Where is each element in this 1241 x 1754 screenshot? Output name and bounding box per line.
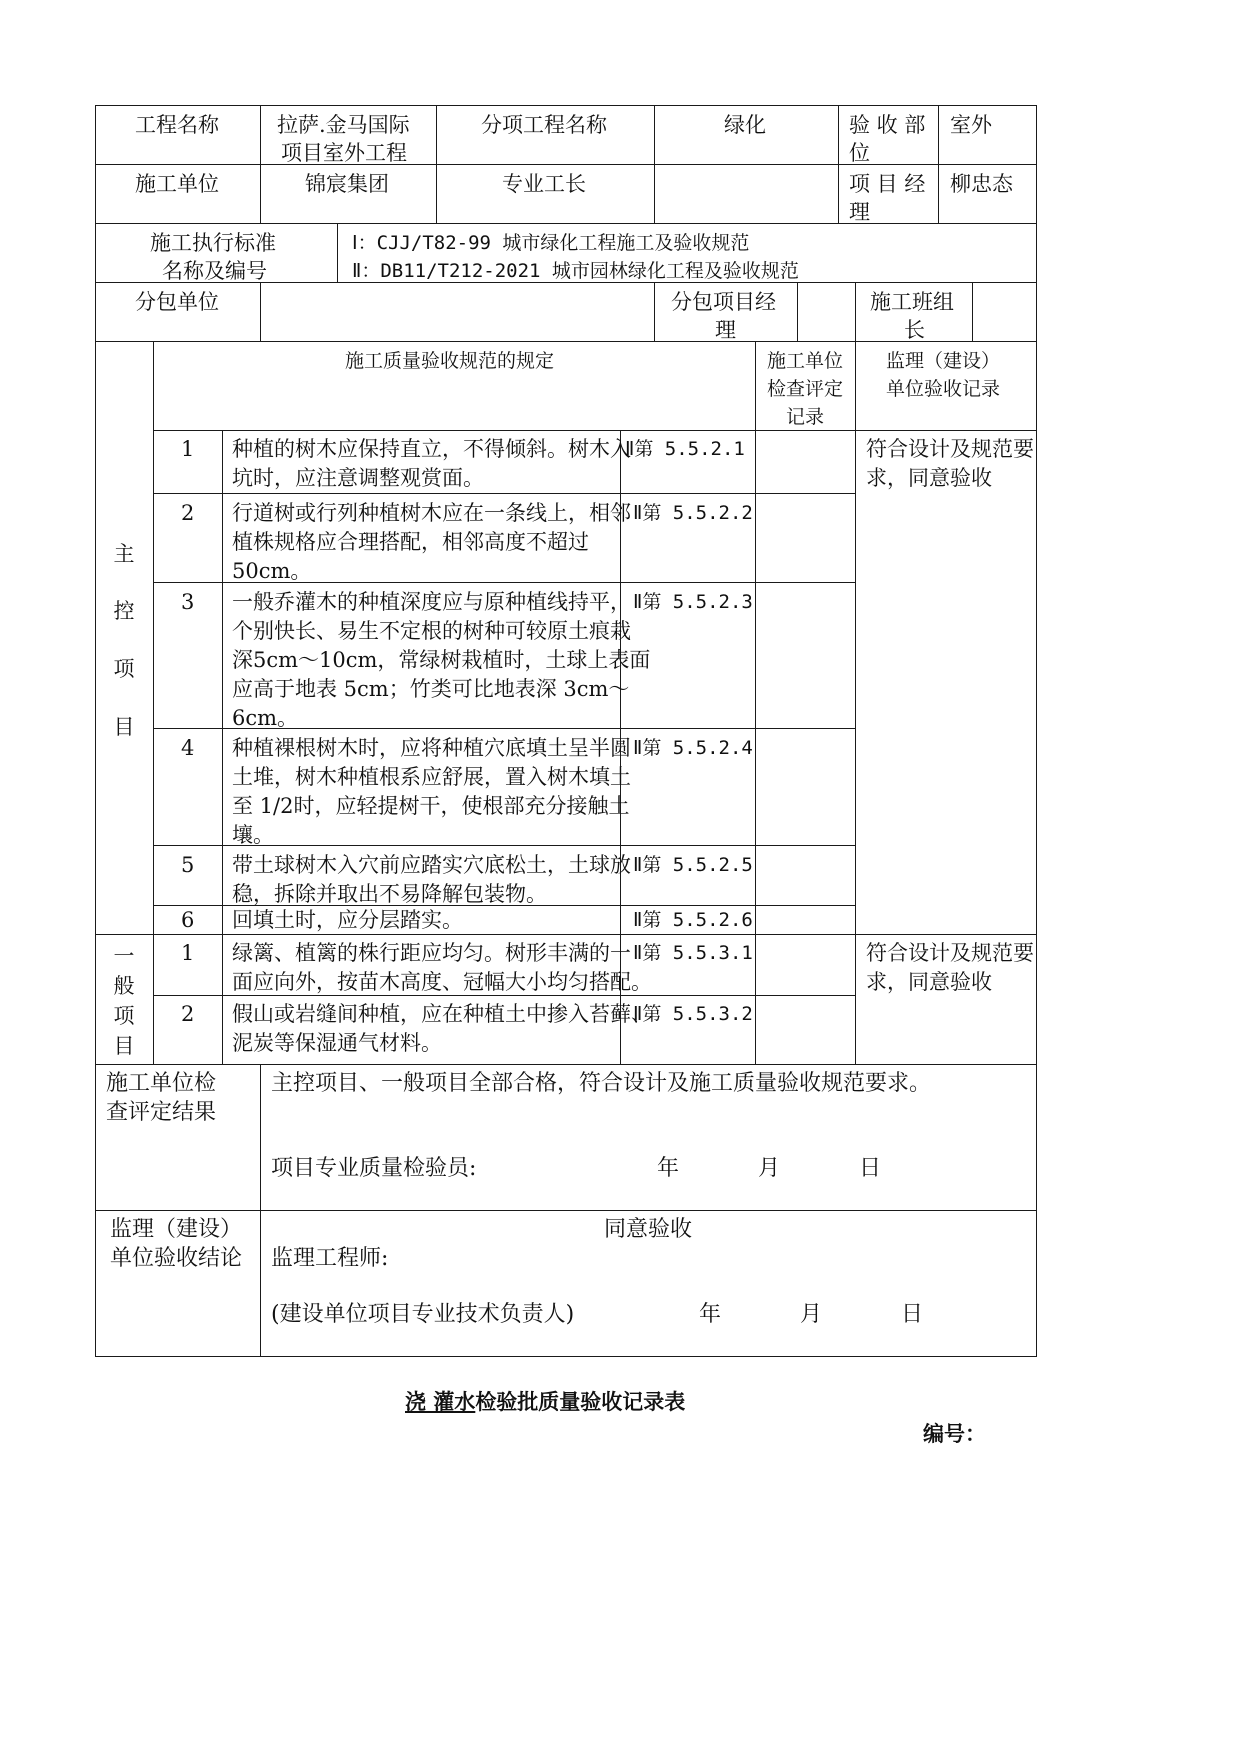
main-item-text: 至 1/2时，应轻提树干，使根部充分接触土 [232,794,630,818]
spec-header: 施工质量验收规范的规定 [345,350,555,372]
general-group-char: 般 [113,974,135,998]
manager-value: 柳忠态 [950,172,1013,196]
project-name-value-line1: 拉萨.金马国际 [277,113,410,137]
supervision-month: 月 [800,1302,823,1327]
contractor-value: 锦宸集团 [305,172,389,196]
main-item-ref: Ⅱ第 5.5.2.6 [633,909,753,931]
supervision-result-label-line2: 单位验收结论 [110,1246,243,1271]
grid-line [654,282,655,341]
grid-line [95,1356,1037,1357]
inspector-label: 项目专业质量检验员: [271,1156,477,1181]
main-item-text: 个别快长、易生不定根的树种可较原土痕栽 [232,619,631,643]
main-item-no: 1 [181,437,195,461]
main-group-char: 主 [113,542,135,566]
standard-2: Ⅱ：DB11/T212-2021 城市园林绿化工程及验收规范 [352,260,799,282]
standard-label-line1: 施工执行标准 [150,231,276,255]
check-header-line2: 检查评定 [767,378,844,400]
grid-line [153,341,154,1064]
general-result-line1: 符合设计及规范要 [866,941,1034,965]
contractor-label: 施工单位 [135,172,219,196]
grid-line [1036,105,1037,1356]
grid-line [222,430,223,1064]
sub-manager-label-line2: 理 [715,318,736,342]
grid-line [838,105,839,223]
general-group-char: 一 [113,944,135,968]
main-item-text: 应高于地表 5cm；竹类可比地表深 3cm～ [232,677,630,701]
grid-line [755,341,756,1064]
owner-label: (建设单位项目专业技术负责人) [271,1302,575,1327]
subitem-value: 绿化 [724,113,766,137]
supervision-year: 年 [699,1302,722,1327]
main-item-text: 6cm。 [232,706,299,730]
supervision-header-line1: 监理（建设） [886,350,1001,372]
general-group-char: 目 [113,1034,135,1058]
grid-line [797,282,798,341]
general-result-line2: 求，同意验收 [866,970,992,994]
grid-line [95,341,1037,342]
supervision-result-label-line1: 监理（建设） [110,1217,243,1242]
main-item-no: 4 [181,736,195,760]
contractor-year: 年 [657,1156,680,1181]
main-item-text: 种植裸根树木时，应将种植穴底填土呈半圆 [232,736,631,760]
main-item-ref: Ⅱ第 5.5.2.3 [633,591,753,613]
part-value: 室外 [950,113,992,137]
grid-line [95,164,1037,165]
subitem-label: 分项工程名称 [481,113,607,137]
main-item-no: 5 [181,853,195,877]
part-label-line2: 位 [849,141,870,165]
contractor-result-label-line2: 查评定结果 [106,1100,217,1125]
main-item-text: 深5cm～10cm，常绿树栽植时，土球上表面 [232,648,651,672]
grid-line [337,223,338,282]
general-item-text: 泥炭等保湿通气材料。 [232,1031,442,1055]
main-item-no: 2 [181,501,195,525]
contractor-day: 日 [859,1156,882,1181]
grid-line [153,430,1037,431]
main-item-text: 一般乔灌木的种植深度应与原种植线持平， [232,590,631,614]
main-item-ref: Ⅱ第 5.5.2.2 [633,502,753,524]
next-form-title-part2: 检验批质量验收记录表 [475,1390,686,1414]
standard-1: Ⅰ：CJJ/T82-99 城市绿化工程施工及验收规范 [352,232,750,254]
general-item-text: 面应向外，按苗木高度、冠幅大小均匀搭配。 [232,970,652,994]
grid-line [436,105,437,223]
main-item-text: 稳，拆除并取出不易降解包装物。 [232,882,547,906]
main-item-text: 带土球树木入穴前应踏实穴底松土，土球放 [232,853,631,877]
check-header-line1: 施工单位 [767,350,844,372]
check-header-line3: 记录 [786,406,825,428]
grid-line [260,105,261,223]
project-name-value-line2: 项目室外工程 [281,141,407,165]
main-item-text: 种植的树木应保持直立，不得倾斜。树木入 [232,437,631,461]
main-result-line2: 求，同意验收 [866,466,992,490]
supervision-header-line2: 单位验收记录 [886,378,1001,400]
general-group-char: 项 [113,1004,135,1028]
grid-line [95,1064,1037,1065]
main-item-text: 行道树或行列种植树木应在一条线上，相邻 [232,501,631,525]
contractor-result-text: 主控项目、一般项目全部合格，符合设计及施工质量验收规范要求。 [271,1071,932,1096]
grid-line [260,282,261,341]
main-item-text: 回填土时，应分层踏实。 [232,908,463,932]
subcontractor-label: 分包单位 [135,290,219,314]
engineer-label: 监理工程师: [271,1246,389,1271]
contractor-month: 月 [758,1156,781,1181]
main-item-no: 6 [181,908,195,932]
grid-line [938,105,939,223]
supervision-day: 日 [901,1302,924,1327]
grid-line [855,282,856,341]
next-form-title [405,1386,685,1418]
project-name-label: 工程名称 [135,113,219,137]
part-label-line1: 验 收 部 [849,113,926,137]
grid-line [95,105,96,1356]
grid-line [972,282,973,341]
grid-line [654,105,655,223]
supervision-result-text: 同意验收 [604,1217,693,1242]
grid-line [260,1064,261,1356]
grid-line [95,223,1037,224]
manager-label-line1: 项 目 经 [849,172,926,196]
grid-line [95,1210,1037,1211]
next-form-number-label: 编号： [923,1422,986,1446]
grid-line [95,105,1037,106]
sub-manager-label-line1: 分包项目经 [671,290,776,314]
next-form-title-part1: 浇 灌水 [405,1390,476,1414]
general-item-no: 1 [181,941,195,965]
contractor-result-label-line1: 施工单位检 [106,1071,217,1096]
foreman-label: 专业工长 [502,172,586,196]
main-item-text: 植株规格应合理搭配，相邻高度不超过 [232,530,589,554]
general-item-text: 绿篱、植篱的株行距应均匀。树形丰满的一 [232,941,631,965]
main-item-ref: Ⅱ第 5.5.2.5 [633,854,753,876]
main-item-text: 土堆，树木种植根系应舒展，置入树木填土 [232,765,631,789]
main-group-char: 目 [113,715,135,739]
main-item-ref: Ⅱ第 5.5.2.1 [625,438,745,460]
main-group-char: 控 [113,599,135,623]
main-result-line1: 符合设计及规范要 [866,437,1034,461]
manager-label-line2: 理 [849,200,870,224]
main-item-text: 50cm。 [232,559,312,583]
main-group-char: 项 [113,657,135,681]
main-item-no: 3 [181,590,195,614]
team-leader-label-line1: 施工班组 [870,290,954,314]
main-item-ref: Ⅱ第 5.5.2.4 [633,737,753,759]
general-item-no: 2 [181,1002,195,1026]
team-leader-label-line2: 长 [904,318,925,342]
general-item-ref: Ⅱ第 5.5.3.2 [633,1003,753,1025]
main-item-text: 壤。 [232,823,274,847]
grid-line [855,341,856,1064]
general-item-ref: Ⅱ第 5.5.3.1 [633,942,753,964]
main-item-text: 坑时，应注意调整观赏面。 [232,466,484,490]
standard-label-line2: 名称及编号 [162,259,267,283]
general-item-text: 假山或岩缝间种植，应在种植土中掺入苔藓、 [232,1002,652,1026]
